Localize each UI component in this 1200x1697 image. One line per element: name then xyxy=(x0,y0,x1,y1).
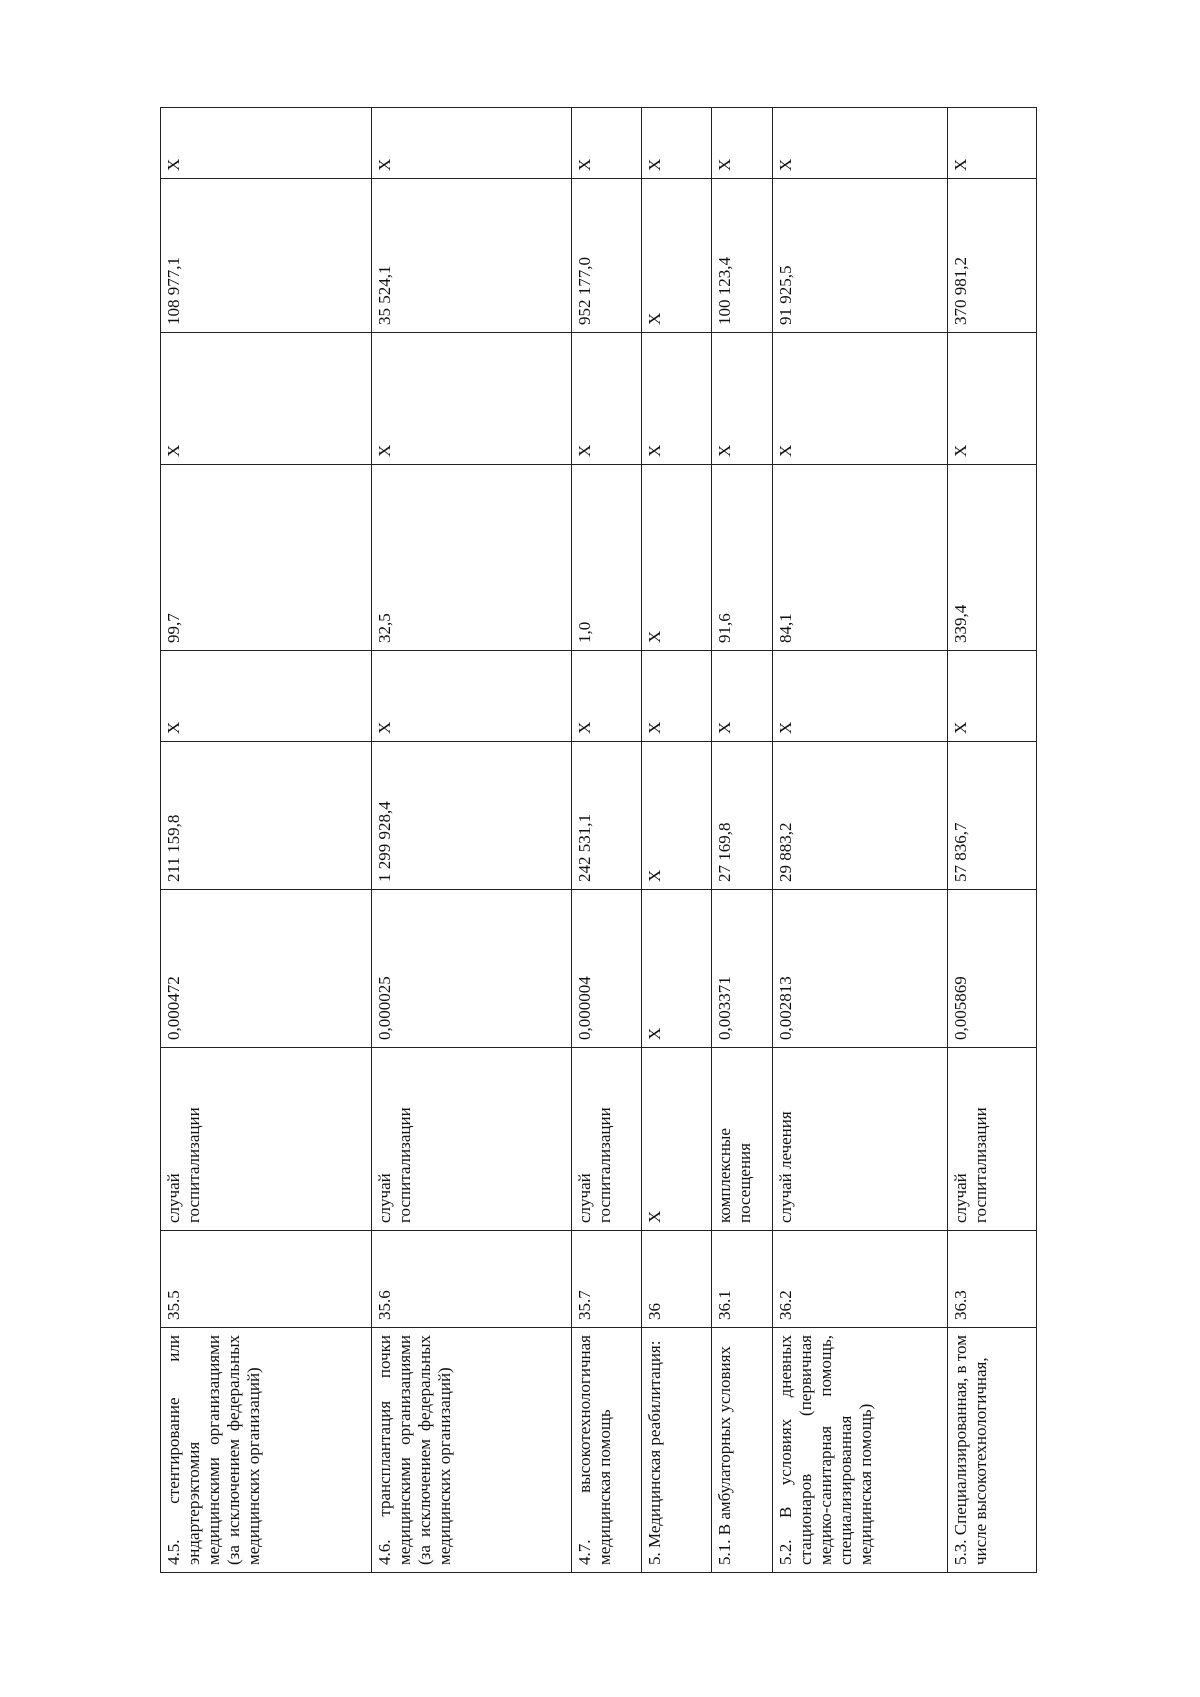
value-cell: X xyxy=(572,333,642,465)
row-number-cell: 35.6 xyxy=(372,1231,572,1328)
row-name-cell: 4.6. трансплантация почки медицинскими организациями (за исключением федеральных медицинских организаций) xyxy=(372,1328,572,1573)
value-cell: X xyxy=(642,108,712,179)
value-cell: 108 977,1 xyxy=(161,179,372,333)
value-cell: X xyxy=(642,651,712,742)
value-cell: X xyxy=(161,651,372,742)
value-cell: X xyxy=(642,333,712,465)
rotated-table-wrapper xyxy=(160,108,1036,1573)
table-row xyxy=(642,108,712,1573)
table-row xyxy=(773,108,948,1573)
value-cell: 242 531,1 xyxy=(572,742,642,890)
row-name-cell: 4.5. стентирование или эндартерэктомия медицинскими организациями (за исключением федеральных медицинских организаций) xyxy=(161,1328,372,1573)
value-cell: X xyxy=(642,465,712,651)
table-row xyxy=(161,108,372,1573)
row-name-cell: 5.2. В условиях дневных стационаров (первичная медико-санитарная помощь, специализированная медицинская помощь) xyxy=(773,1328,948,1573)
data-table xyxy=(160,107,1037,1573)
table-row xyxy=(372,108,572,1573)
value-cell: X xyxy=(161,333,372,465)
value-cell: 35 524,1 xyxy=(372,179,572,333)
value-cell: X xyxy=(948,108,1037,179)
value-cell: 0,002813 xyxy=(773,890,948,1048)
value-cell: 0,003371 xyxy=(712,890,773,1048)
table-row xyxy=(572,108,642,1573)
value-cell: 29 883,2 xyxy=(773,742,948,890)
unit-cell: случай госпитализации xyxy=(161,1048,372,1231)
unit-cell: случай госпитализации xyxy=(948,1048,1037,1231)
value-cell: 84,1 xyxy=(773,465,948,651)
table-body xyxy=(161,108,1037,1573)
value-cell: 1 299 928,4 xyxy=(372,742,572,890)
value-cell: X xyxy=(712,108,773,179)
value-cell: 1,0 xyxy=(572,465,642,651)
row-number-cell: 35.7 xyxy=(572,1231,642,1328)
value-cell: 211 159,8 xyxy=(161,742,372,890)
value-cell: 91,6 xyxy=(712,465,773,651)
table-row xyxy=(948,108,1037,1573)
value-cell: X xyxy=(572,651,642,742)
row-name-cell: 5.3. Специализированная, в том числе высокотехнологичная, xyxy=(948,1328,1037,1573)
value-cell: 91 925,5 xyxy=(773,179,948,333)
value-cell: 57 836,7 xyxy=(948,742,1037,890)
value-cell: 0,005869 xyxy=(948,890,1037,1048)
value-cell: X xyxy=(642,890,712,1048)
value-cell: X xyxy=(773,333,948,465)
unit-cell: комплексные посещения xyxy=(712,1048,773,1231)
value-cell: X xyxy=(642,742,712,890)
value-cell: X xyxy=(712,333,773,465)
value-cell: X xyxy=(948,651,1037,742)
row-number-cell: 36.1 xyxy=(712,1231,773,1328)
value-cell: 100 123,4 xyxy=(712,179,773,333)
unit-cell: X xyxy=(642,1048,712,1231)
row-name-cell: 5.1. В амбулаторных условиях xyxy=(712,1328,773,1573)
value-cell: X xyxy=(712,651,773,742)
unit-cell: случай госпитализации xyxy=(372,1048,572,1231)
value-cell: X xyxy=(372,651,572,742)
value-cell: X xyxy=(372,333,572,465)
value-cell: 99,7 xyxy=(161,465,372,651)
value-cell: 0,000025 xyxy=(372,890,572,1048)
row-number-cell: 36 xyxy=(642,1231,712,1328)
row-number-cell: 36.3 xyxy=(948,1231,1037,1328)
value-cell: 32,5 xyxy=(372,465,572,651)
row-number-cell: 36.2 xyxy=(773,1231,948,1328)
value-cell: 370 981,2 xyxy=(948,179,1037,333)
row-name-cell: 5. Медицинская реабилитация: xyxy=(642,1328,712,1573)
unit-cell: случай госпитализации xyxy=(572,1048,642,1231)
unit-cell: случай лечения xyxy=(773,1048,948,1231)
value-cell: X xyxy=(948,333,1037,465)
value-cell: 339,4 xyxy=(948,465,1037,651)
value-cell: 952 177,0 xyxy=(572,179,642,333)
value-cell: X xyxy=(572,108,642,179)
value-cell: X xyxy=(642,179,712,333)
value-cell: 27 169,8 xyxy=(712,742,773,890)
value-cell: X xyxy=(773,108,948,179)
value-cell: X xyxy=(372,108,572,179)
value-cell: 0,000472 xyxy=(161,890,372,1048)
value-cell: X xyxy=(773,651,948,742)
row-name-cell: 4.7. высокотехнологичная медицинская помощь xyxy=(572,1328,642,1573)
table-row xyxy=(712,108,773,1573)
value-cell: X xyxy=(161,108,372,179)
row-number-cell: 35.5 xyxy=(161,1231,372,1328)
value-cell: 0,000004 xyxy=(572,890,642,1048)
